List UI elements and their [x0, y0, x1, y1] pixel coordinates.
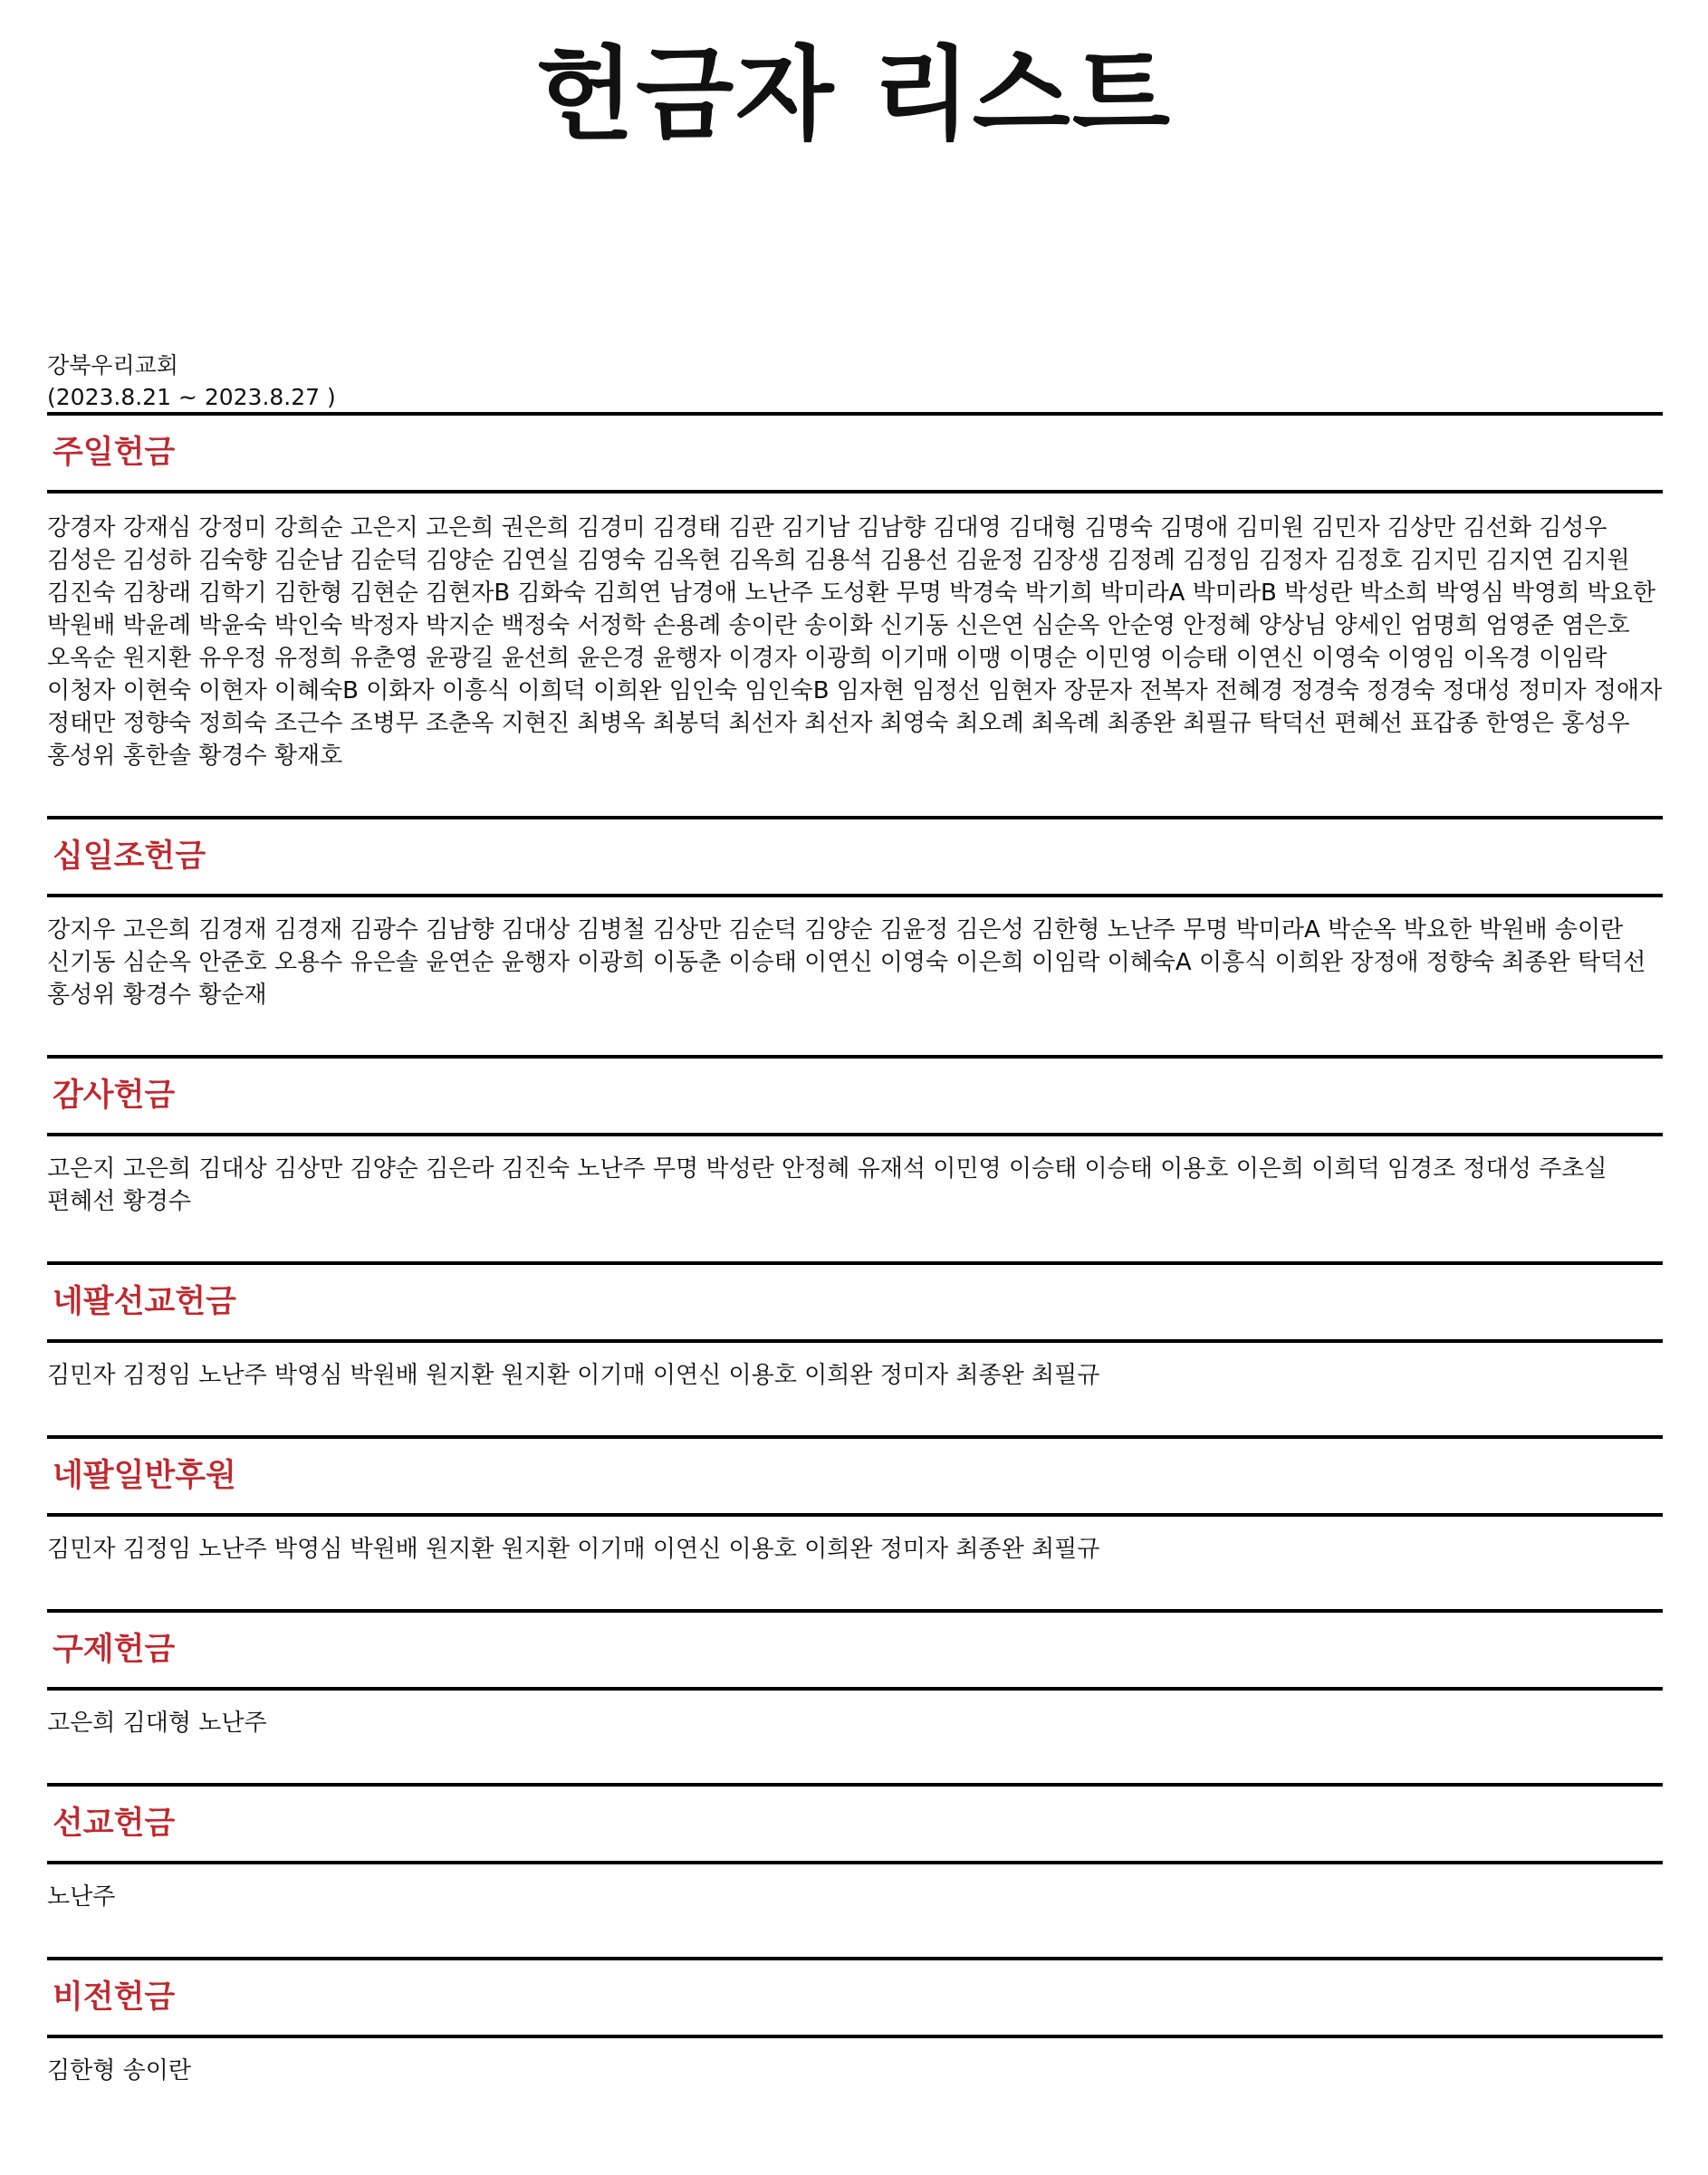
- section-nepal-mission-offering: [47, 1261, 1663, 1435]
- date-range: (2023.8.21 ~ 2023.8.27 ): [47, 384, 336, 410]
- section-tithe-offering: [47, 816, 1663, 1055]
- donor-names: 고은지 고은희 김대상 김상만 김양순 김은라 김진숙 노난주 무명 박성란 안정혜 유재석 이민영 이승태 이승태 이용호 이은희 이희덕 임경조 정대성 주초실 편혜선 황경수: [47, 1155, 1607, 1215]
- section-title: 감사헌금: [53, 1078, 176, 1114]
- donor-names: 강지우 고은희 김경재 김경재 김광수 김남향 김대상 김병철 김상만 김순덕 김양순 김윤정 김은성 김한형 노난주 무명 박미라A 박순옥 박요한 박원배 송이란 신기동 심순옥 안준호 오용수 유은솔 윤연순 윤행자 이광희 이동춘 이승태 이연신 이영숙 이은희 이임락 이혜숙A 이흥식 이희완 장정애 정향숙 최종완 탁덕선 홍성위 황경수 황순재: [47, 916, 1646, 1009]
- donor-names: 김민자 김정임 노난주 박영심 박원배 원지환 원지환 이기매 이연신 이용호 이희완 정미자 최종완 최필규: [47, 1536, 1100, 1563]
- donor-names: 노난주: [47, 1883, 116, 1911]
- section-header: [47, 1960, 1663, 2038]
- section-title: 네팔선교헌금: [53, 1284, 236, 1320]
- section-header: [47, 1059, 1663, 1136]
- section-thanksgiving-offering: [47, 1055, 1663, 1261]
- section-header: [47, 1439, 1663, 1517]
- donor-names: 김한형 송이란: [47, 2057, 191, 2084]
- church-info: [47, 350, 336, 413]
- section-nepal-general-support: [47, 1435, 1663, 1609]
- offering-sections: [47, 412, 1663, 2131]
- section-title: 주일헌금: [53, 435, 176, 471]
- page-title: 헌금자 리스트: [535, 36, 1173, 154]
- section-title: 구제헌금: [53, 1632, 176, 1668]
- section-header: [47, 416, 1663, 493]
- section-title: 십일조헌금: [53, 838, 206, 875]
- section-header: [47, 819, 1663, 897]
- section-relief-offering: [47, 1609, 1663, 1783]
- church-name: 강북우리교회: [47, 352, 178, 378]
- section-sunday-offering: [47, 412, 1663, 816]
- donor-names: 김민자 김정임 노난주 박영심 박원배 원지환 원지환 이기매 이연신 이용호 이희완 정미자 최종완 최필규: [47, 1362, 1100, 1389]
- section-title: 선교헌금: [53, 1806, 176, 1842]
- section-header: [47, 1613, 1663, 1691]
- section-mission-offering: [47, 1783, 1663, 1957]
- donor-names: 강경자 강재심 강정미 강희순 고은지 고은희 권은희 김경미 김경태 김관 김기남 김남향 김대영 김대형 김명숙 김명애 김미원 김민자 김상만 김선화 김성우 김성은 김성하 김숙향 김순남 김순덕 김양순 김연실 김영숙 김옥현 김옥희 김용석 김용선 김윤정 김장생 김정례 김정임 김정자 김정호 김지민 김지연 김지원 김진숙 김창래 김학기 김한형 김현순 김현자B 김화숙 김희연 남경애 노난주 도성환 무명 박경숙 박기희 박미라A 박미라B 박성란 박소희 박영심 박영희 박요한 박원배 박윤례 박윤숙 박인숙 박정자 박지순 백정숙 서정학 손용례 송이란 송이화 신기동 신은연 심순옥 안순영 안정혜 양상님 양세인 엄명희 엄영준 염은호 오옥순 원지환 유우정 유정희 유춘영 윤광길 윤선희 윤은경 윤행자 이경자 이광희 이기매 이맹 이명순 이민영 이승태 이연신 이영숙 이영임 이옥경 이임락 이청자 이현숙 이현자 이혜숙B 이화자 이흥식 이희덕 이희완 임인숙 임인숙B 임자현 임정선 임현자 장문자 전복자 전혜경 정경숙 정경숙 정대성 정미자 정애자 정태만 정향숙 정희숙 조근수 조병무 조춘옥 지현진 최병옥 최봉덕 최선자 최선자 최영숙 최오례 최옥례 최종완 최필규 탁덕선 편혜선 표갑종 한영은 홍성우 홍성위 홍한솔 황경수 황재호: [47, 514, 1663, 770]
- section-title: 비전헌금: [53, 1979, 176, 2016]
- section-header: [47, 1787, 1663, 1864]
- donor-names: 고은희 김대형 노난주: [47, 1710, 267, 1737]
- section-vision-offering: [47, 1957, 1663, 2131]
- section-title: 네팔일반후원: [53, 1458, 236, 1494]
- section-header: [47, 1265, 1663, 1343]
